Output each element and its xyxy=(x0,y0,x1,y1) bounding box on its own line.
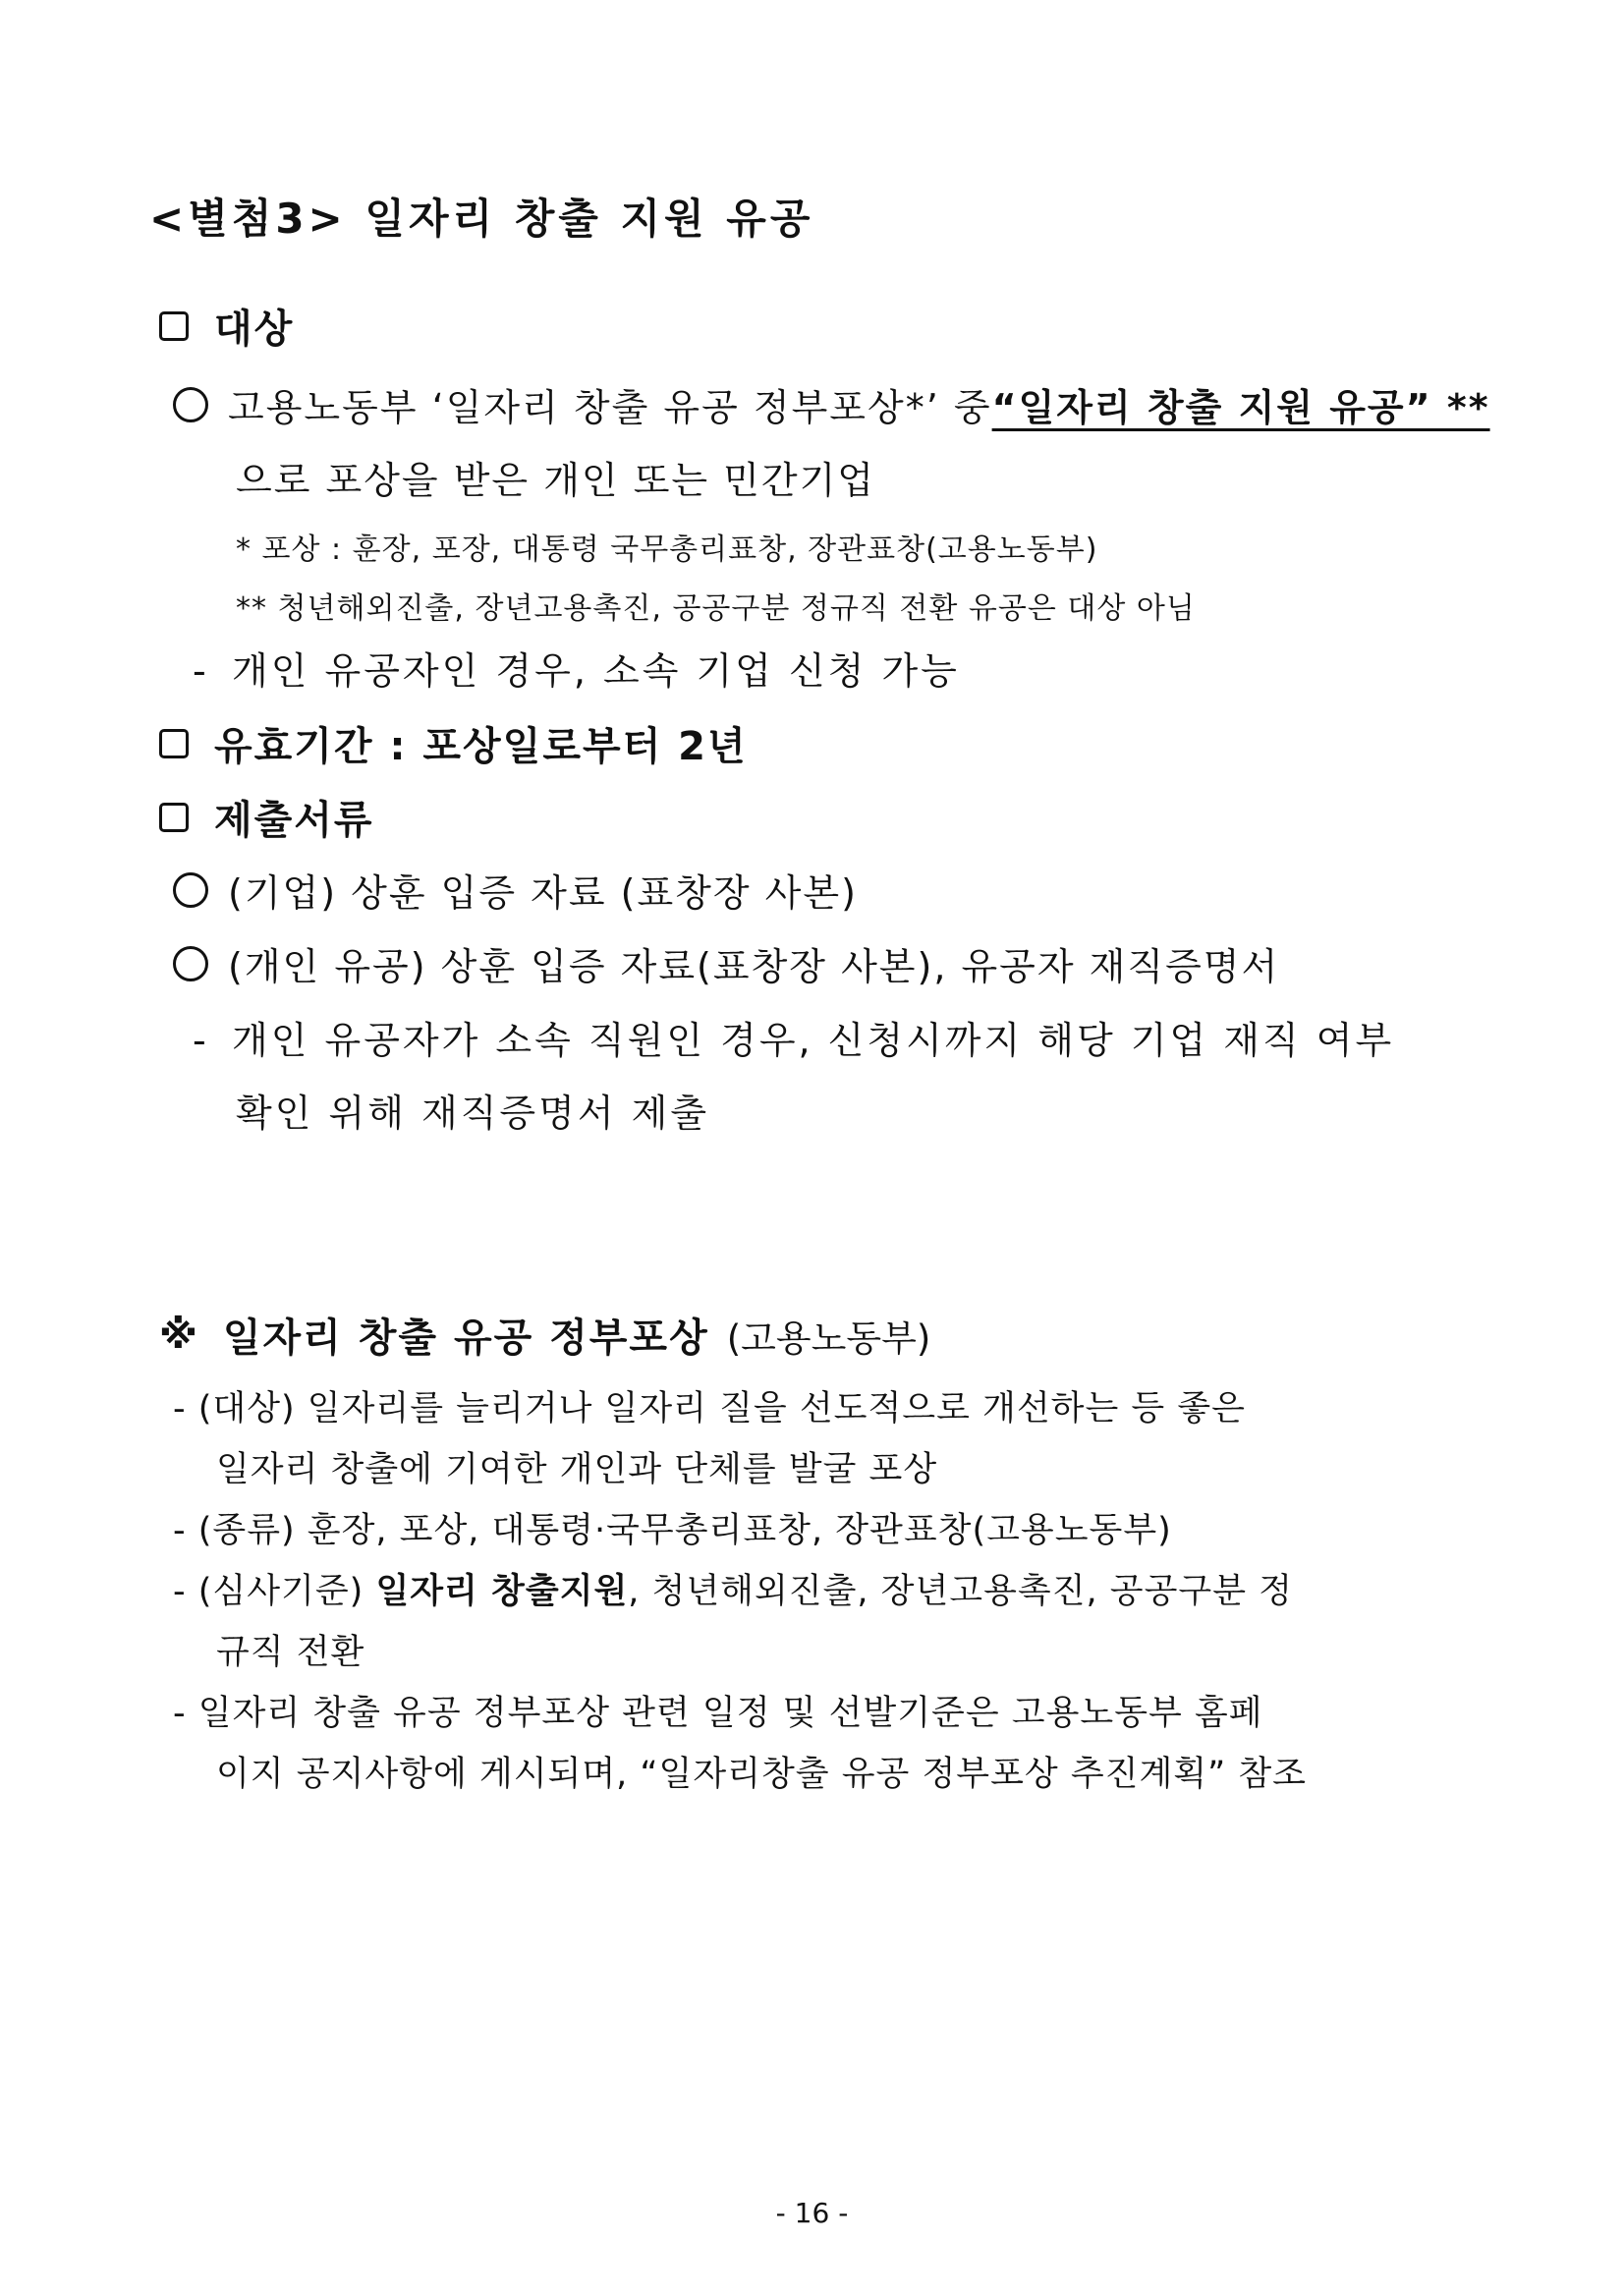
reference-line-2: - (종류) 훈장, 포상, 대통령·국무총리표창, 장관표창(고용노동부) xyxy=(173,1511,1172,1550)
reference-line-1: - (대상) 일자리를 늘리거나 일자리 질을 선도적으로 개선하는 등 좋은 xyxy=(173,1389,1246,1428)
reference-line-3-prefix: - (심사기준) xyxy=(173,1572,376,1611)
reference-line-3-cont: 규직 전환 xyxy=(216,1633,365,1672)
reference-heading xyxy=(159,1307,930,1363)
document-title: <별첨3> 일자리 창출 지원 유공 xyxy=(149,195,814,243)
circle-bullet-icon xyxy=(173,946,208,981)
target-note-1: * 포상 : 훈장, 포장, 대통령 국무총리표창, 장관표창(고용노동부) xyxy=(236,532,1098,567)
reference-line-3-rest: , 청년해외진출, 장년고용촉진, 공공구분 정 xyxy=(628,1572,1293,1611)
square-bullet-icon xyxy=(159,803,189,832)
reference-line-4: - 일자리 창출 유공 정부포상 관련 일정 및 선발기준은 고용노동부 홈페 xyxy=(173,1694,1263,1733)
section-validity-heading xyxy=(159,715,748,771)
target-item-1 xyxy=(173,377,1490,431)
square-bullet-icon xyxy=(159,729,189,758)
circle-bullet-icon xyxy=(173,387,208,422)
docs-sub-1-continuation: 확인 위해 재직증명서 제출 xyxy=(236,1092,710,1135)
circle-bullet-icon xyxy=(173,872,208,908)
reference-heading-sub: (고용노동부) xyxy=(726,1316,931,1360)
reference-line-3 xyxy=(173,1564,1293,1613)
target-item-1-prefix: 고용노동부 ‘일자리 창출 유공 정부포상*’ 중 xyxy=(228,386,992,429)
target-sub-1-text: 개인 유공자인 경우, 소속 기업 신청 가능 xyxy=(232,649,960,693)
reference-heading-text: 일자리 창출 유공 정부포상 xyxy=(222,1316,709,1361)
docs-sub-1: - 개인 유공자가 소속 직원인 경우, 신청시까지 해당 기업 재직 여부 xyxy=(193,1019,1395,1062)
reference-line-4-cont: 이지 공지사항에 게시되며, “일자리창출 유공 정부포상 추진계획” 참조 xyxy=(216,1755,1307,1794)
docs-item-2 xyxy=(173,936,1279,990)
square-bullet-icon xyxy=(159,311,189,341)
target-sub-1: - 개인 유공자인 경우, 소속 기업 신청 가능 xyxy=(193,649,960,693)
docs-item-2-text: (개인 유공) 상훈 입증 자료(표창장 사본), 유공자 재직증명서 xyxy=(228,945,1280,988)
docs-item-1 xyxy=(173,863,858,917)
docs-item-1-text: (기업) 상훈 입증 자료 (표창장 사본) xyxy=(228,871,858,915)
reference-mark-icon: ※ xyxy=(159,1312,197,1358)
target-note-2: ** 청년해외진출, 장년고용촉진, 공공구분 정규직 전환 유공은 대상 아님 xyxy=(236,591,1196,626)
page-number: - 16 - xyxy=(775,2197,849,2229)
section-docs-heading xyxy=(159,789,374,845)
section-docs-heading-text: 제출서류 xyxy=(214,798,374,843)
section-target-heading xyxy=(159,298,294,354)
reference-line-1-cont: 일자리 창출에 기여한 개인과 단체를 발굴 포상 xyxy=(216,1450,938,1489)
reference-line-3-bold: 일자리 창출지원 xyxy=(375,1572,629,1611)
section-validity-heading-text: 유효기간 : 포상일로부터 2년 xyxy=(214,724,748,769)
docs-sub-1-text: 개인 유공자가 소속 직원인 경우, 신청시까지 해당 기업 재직 여부 xyxy=(232,1019,1395,1062)
target-item-1-continuation: 으로 포상을 받은 개인 또는 민간기업 xyxy=(236,459,876,502)
target-item-1-emphasis: “일자리 창출 지원 유공” ** xyxy=(991,386,1490,429)
section-target-heading-text: 대상 xyxy=(214,307,295,352)
